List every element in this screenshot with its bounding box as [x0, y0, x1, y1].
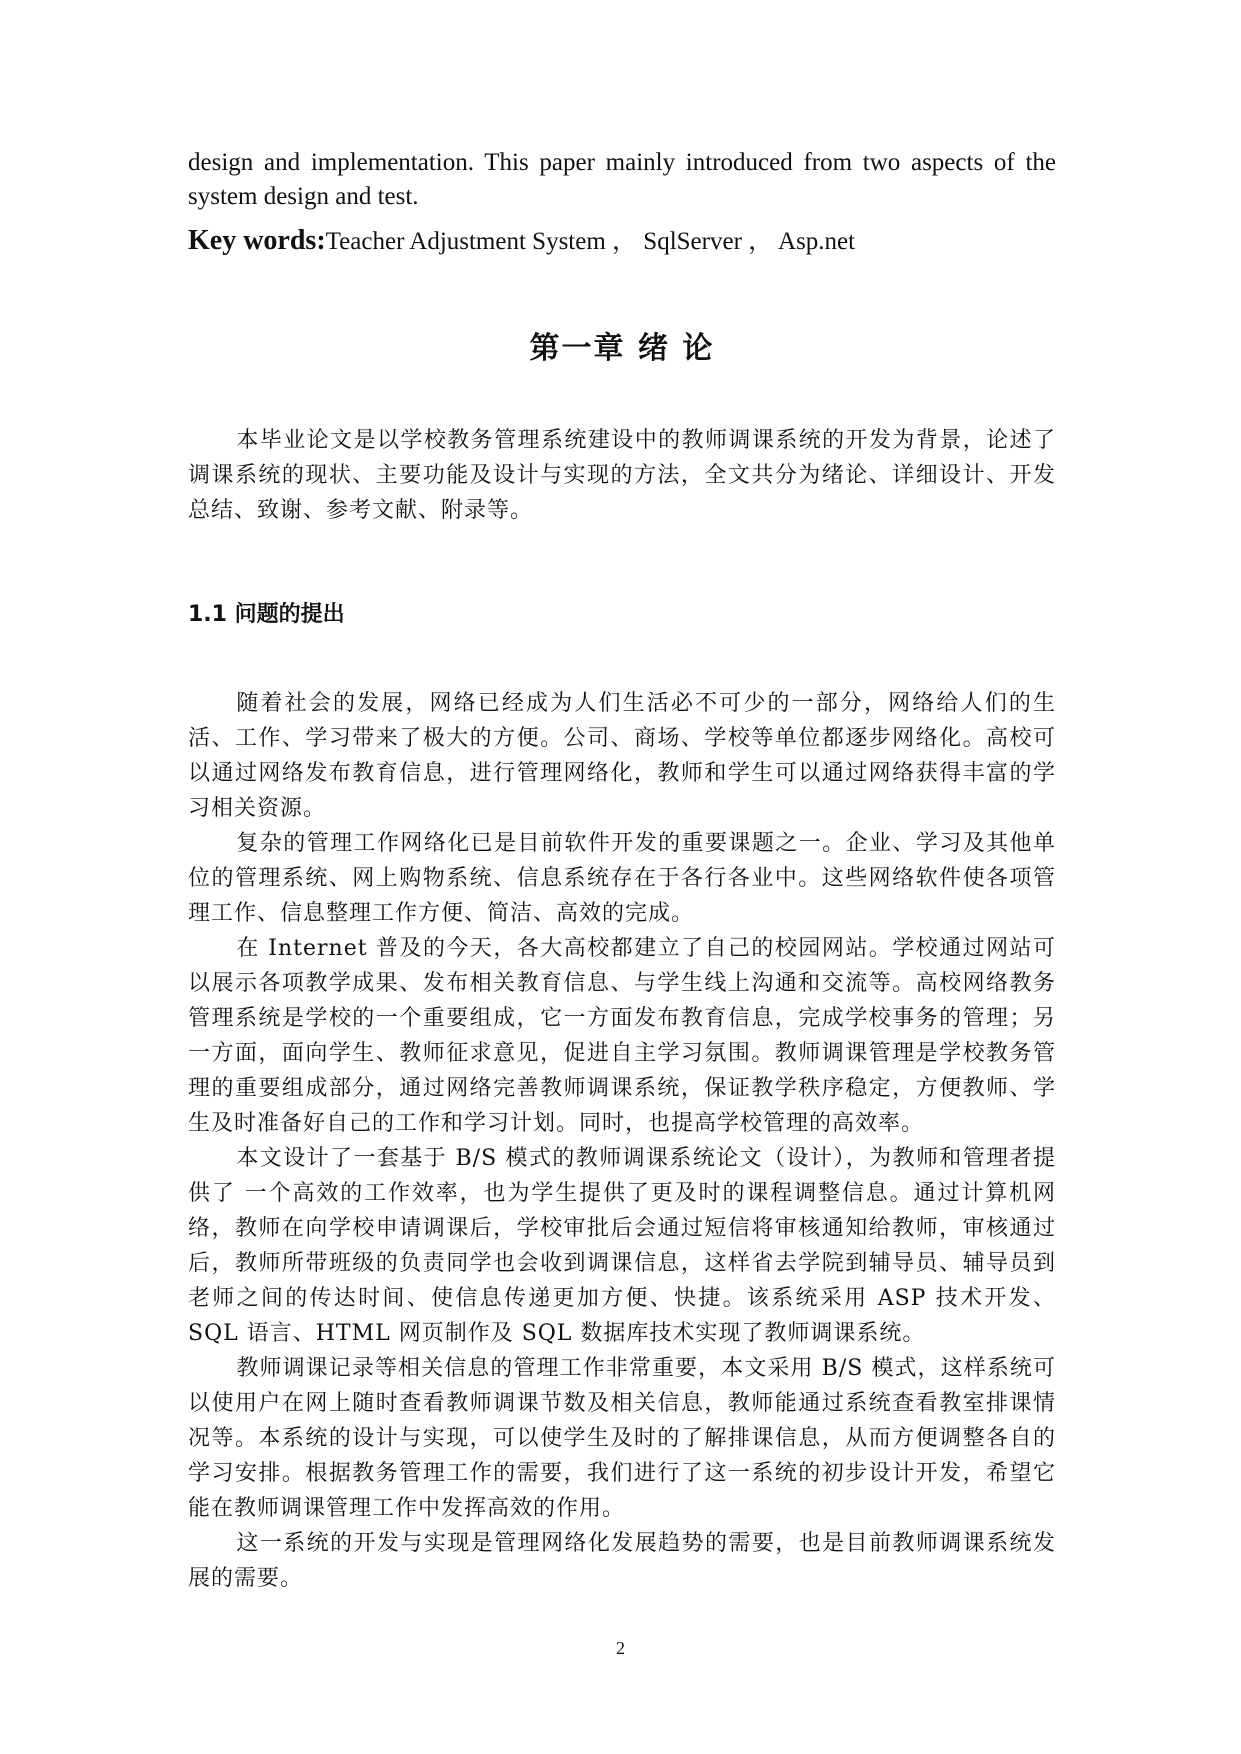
keywords-line: [188, 224, 1056, 259]
page-number: 2: [616, 1638, 625, 1658]
section-paragraph-4: 本文设计了一套基于 B/S 模式的教师调课系统论文（设计），为教师和管理者提供了 一个高效的工作效率，也为学生提供了更及时的课程调整信息。通过计算机网络，教师在向学校申请调课后，学校审批后会通过短信将审核通知给教师，审核通过后，教师所带班级的负责同学也会收到调课信息，这样省去学院到辅导员、辅导员到老师之间的传达时间、使信息传递更加方便、快捷。该系统采用 ASP 技术开发、SQL 语言、HTML 网页制作及 SQL 数据库技术实现了教师调课系统。: [188, 1146, 1056, 1346]
chapter-title: 第一章 绪 论: [529, 331, 715, 366]
page-content: [188, 146, 1056, 1596]
section-paragraph-3: 在 Internet 普及的今天，各大高校都建立了自己的校园网站。学校通过网站可以展示各项教学成果、发布相关教育信息、与学生线上沟通和交流等。高校网络教务管理系统是学校的一个重要组成，它一方面发布教育信息，完成学校事务的管理；另一方面，面向学生、教师征求意见，促进自主学习氛围。教师调课管理是学校教务管理的重要组成部分，通过网络完善教师调课系统，保证教学秩序稳定，方便教师、学生及时准备好自己的工作和学习计划。同时，也提高学校管理的高效率。: [188, 936, 1056, 1136]
abstract-tail-paragraph: design and implementation. This paper mainly introduced from two aspects of the system design and test.: [188, 149, 1056, 210]
section-title: 1.1 问题的提出: [188, 602, 345, 627]
chapter-intro-paragraph: 本毕业论文是以学校教务管理系统建设中的教师调课系统的开发为背景，论述了调课系统的现状、主要功能及设计与实现的方法，全文共分为绪论、详细设计、开发总结、致谢、参考文献、附录等。: [188, 428, 1056, 523]
keywords-text: Teacher Adjustment System ， SqlServer ， Asp.net: [325, 228, 856, 255]
section-paragraph-1: 随着社会的发展，网络已经成为人们生活必不可少的一部分，网络给人们的生活、工作、学习带来了极大的方便。公司、商场、学校等单位都逐步网络化。高校可以通过网络发布教育信息，进行管理网络化，教师和学生可以通过网络获得丰富的学习相关资源。: [188, 691, 1056, 821]
keywords-label: Key words:: [188, 225, 326, 256]
section-paragraph-5: 教师调课记录等相关信息的管理工作非常重要，本文采用 B/S 模式，这样系统可以使用户在网上随时查看教师调课节数及相关信息，教师能通过系统查看教室排课情况等。本系统的设计与实现，可以使学生及时的了解排课信息，从而方便调整各自的学习安排。根据教务管理工作的需要，我们进行了这一系统的初步设计开发，希望它能在教师调课管理工作中发挥高效的作用。: [188, 1356, 1056, 1521]
section-paragraph-2: 复杂的管理工作网络化已是目前软件开发的重要课题之一。企业、学习及其他单位的管理系统、网上购物系统、信息系统存在于各行各业中。这些网络软件使各项管理工作、信息整理工作方便、简洁、高效的完成。: [188, 831, 1056, 926]
chapter-intro: [188, 423, 1056, 528]
section-body: [188, 686, 1056, 1596]
section-paragraph-6: 这一系统的开发与实现是管理网络化发展趋势的需要，也是目前教师调课系统发展的需要。: [188, 1531, 1056, 1591]
